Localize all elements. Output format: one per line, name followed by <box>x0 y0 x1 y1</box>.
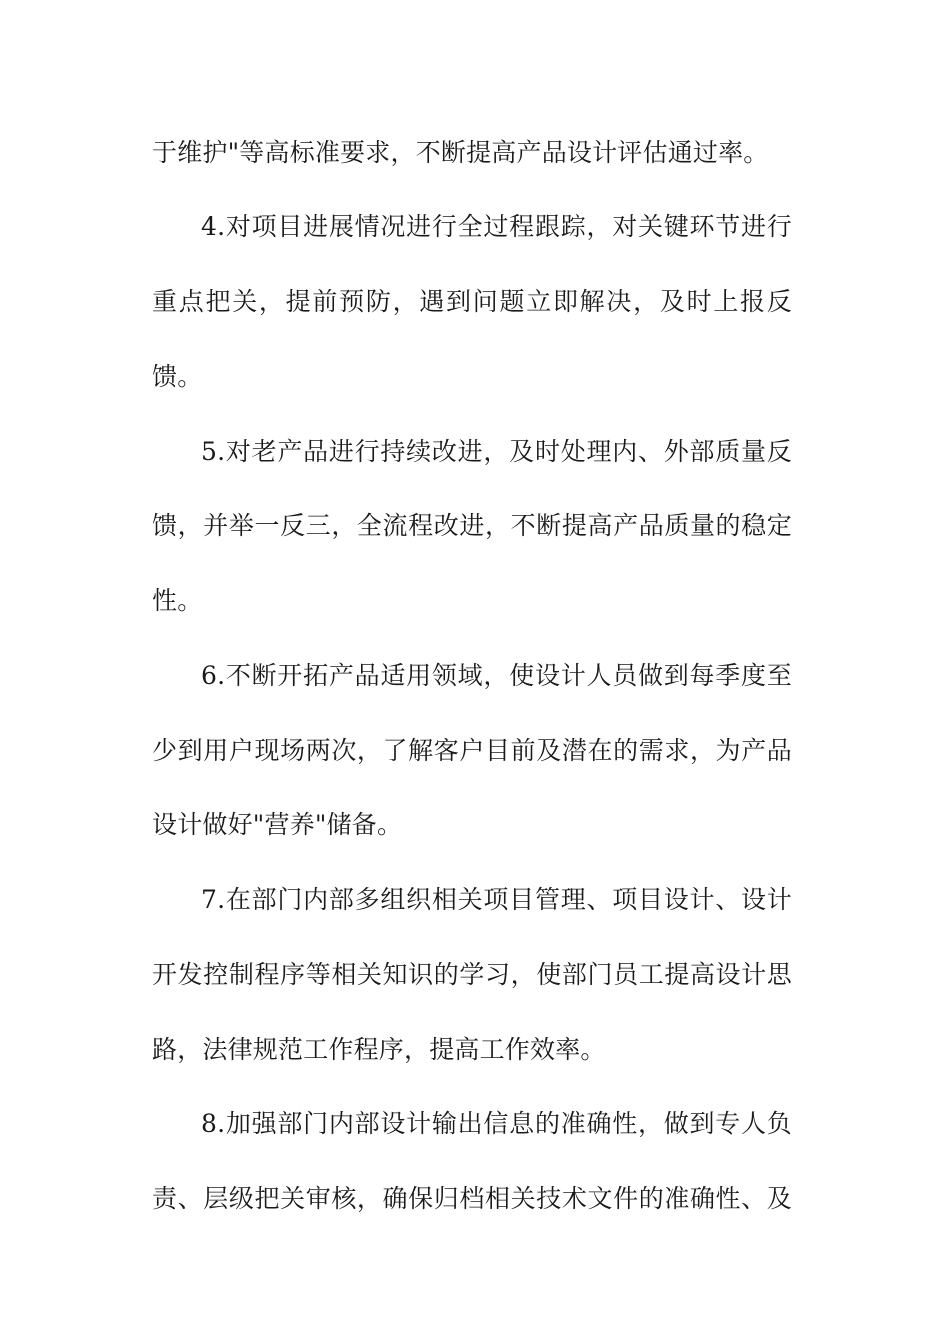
paragraph-8-line-2: 责、层级把关审核，确保归档相关技术文件的准确性、及 <box>152 1184 792 1213</box>
paragraph-5-line-3: 性。 <box>152 586 203 615</box>
paragraph-7-line-1: 7.在部门内部多组织相关项目管理、项目设计、设计 <box>201 885 792 914</box>
paragraph-5-line-2: 馈，并举一反三，全流程改进，不断提高产品质量的稳定 <box>152 511 792 540</box>
text-line: 于维护"等高标准要求，不断提高产品设计评估通过率。 <box>152 138 769 167</box>
paragraph-7-line-3: 路，法律规范工作程序，提高工作效率。 <box>152 1035 606 1064</box>
paragraph-6-line-1: 6.不断开拓产品适用领域，使设计人员做到每季度至 <box>201 661 792 690</box>
paragraph-6-line-3: 设计做好"营养"储备。 <box>152 810 403 839</box>
paragraph-5-line-1: 5.对老产品进行持续改进，及时处理内、外部质量反 <box>201 437 792 466</box>
paragraph-6-line-2: 少到用户现场两次，了解客户目前及潜在的需求，为产品 <box>152 736 792 765</box>
paragraph-4-line-2: 重点把关，提前预防，遇到问题立即解决，及时上报反 <box>152 287 792 316</box>
paragraph-4-line-1: 4.对项目进展情况进行全过程跟踪，对关键环节进行 <box>201 212 792 241</box>
paragraph-8-line-1: 8.加强部门内部设计输出信息的准确性，做到专人负 <box>201 1109 792 1138</box>
paragraph-4-line-3: 馈。 <box>152 362 203 391</box>
paragraph-7-line-2: 开发控制程序等相关知识的学习，使部门员工提高设计思 <box>152 960 792 989</box>
